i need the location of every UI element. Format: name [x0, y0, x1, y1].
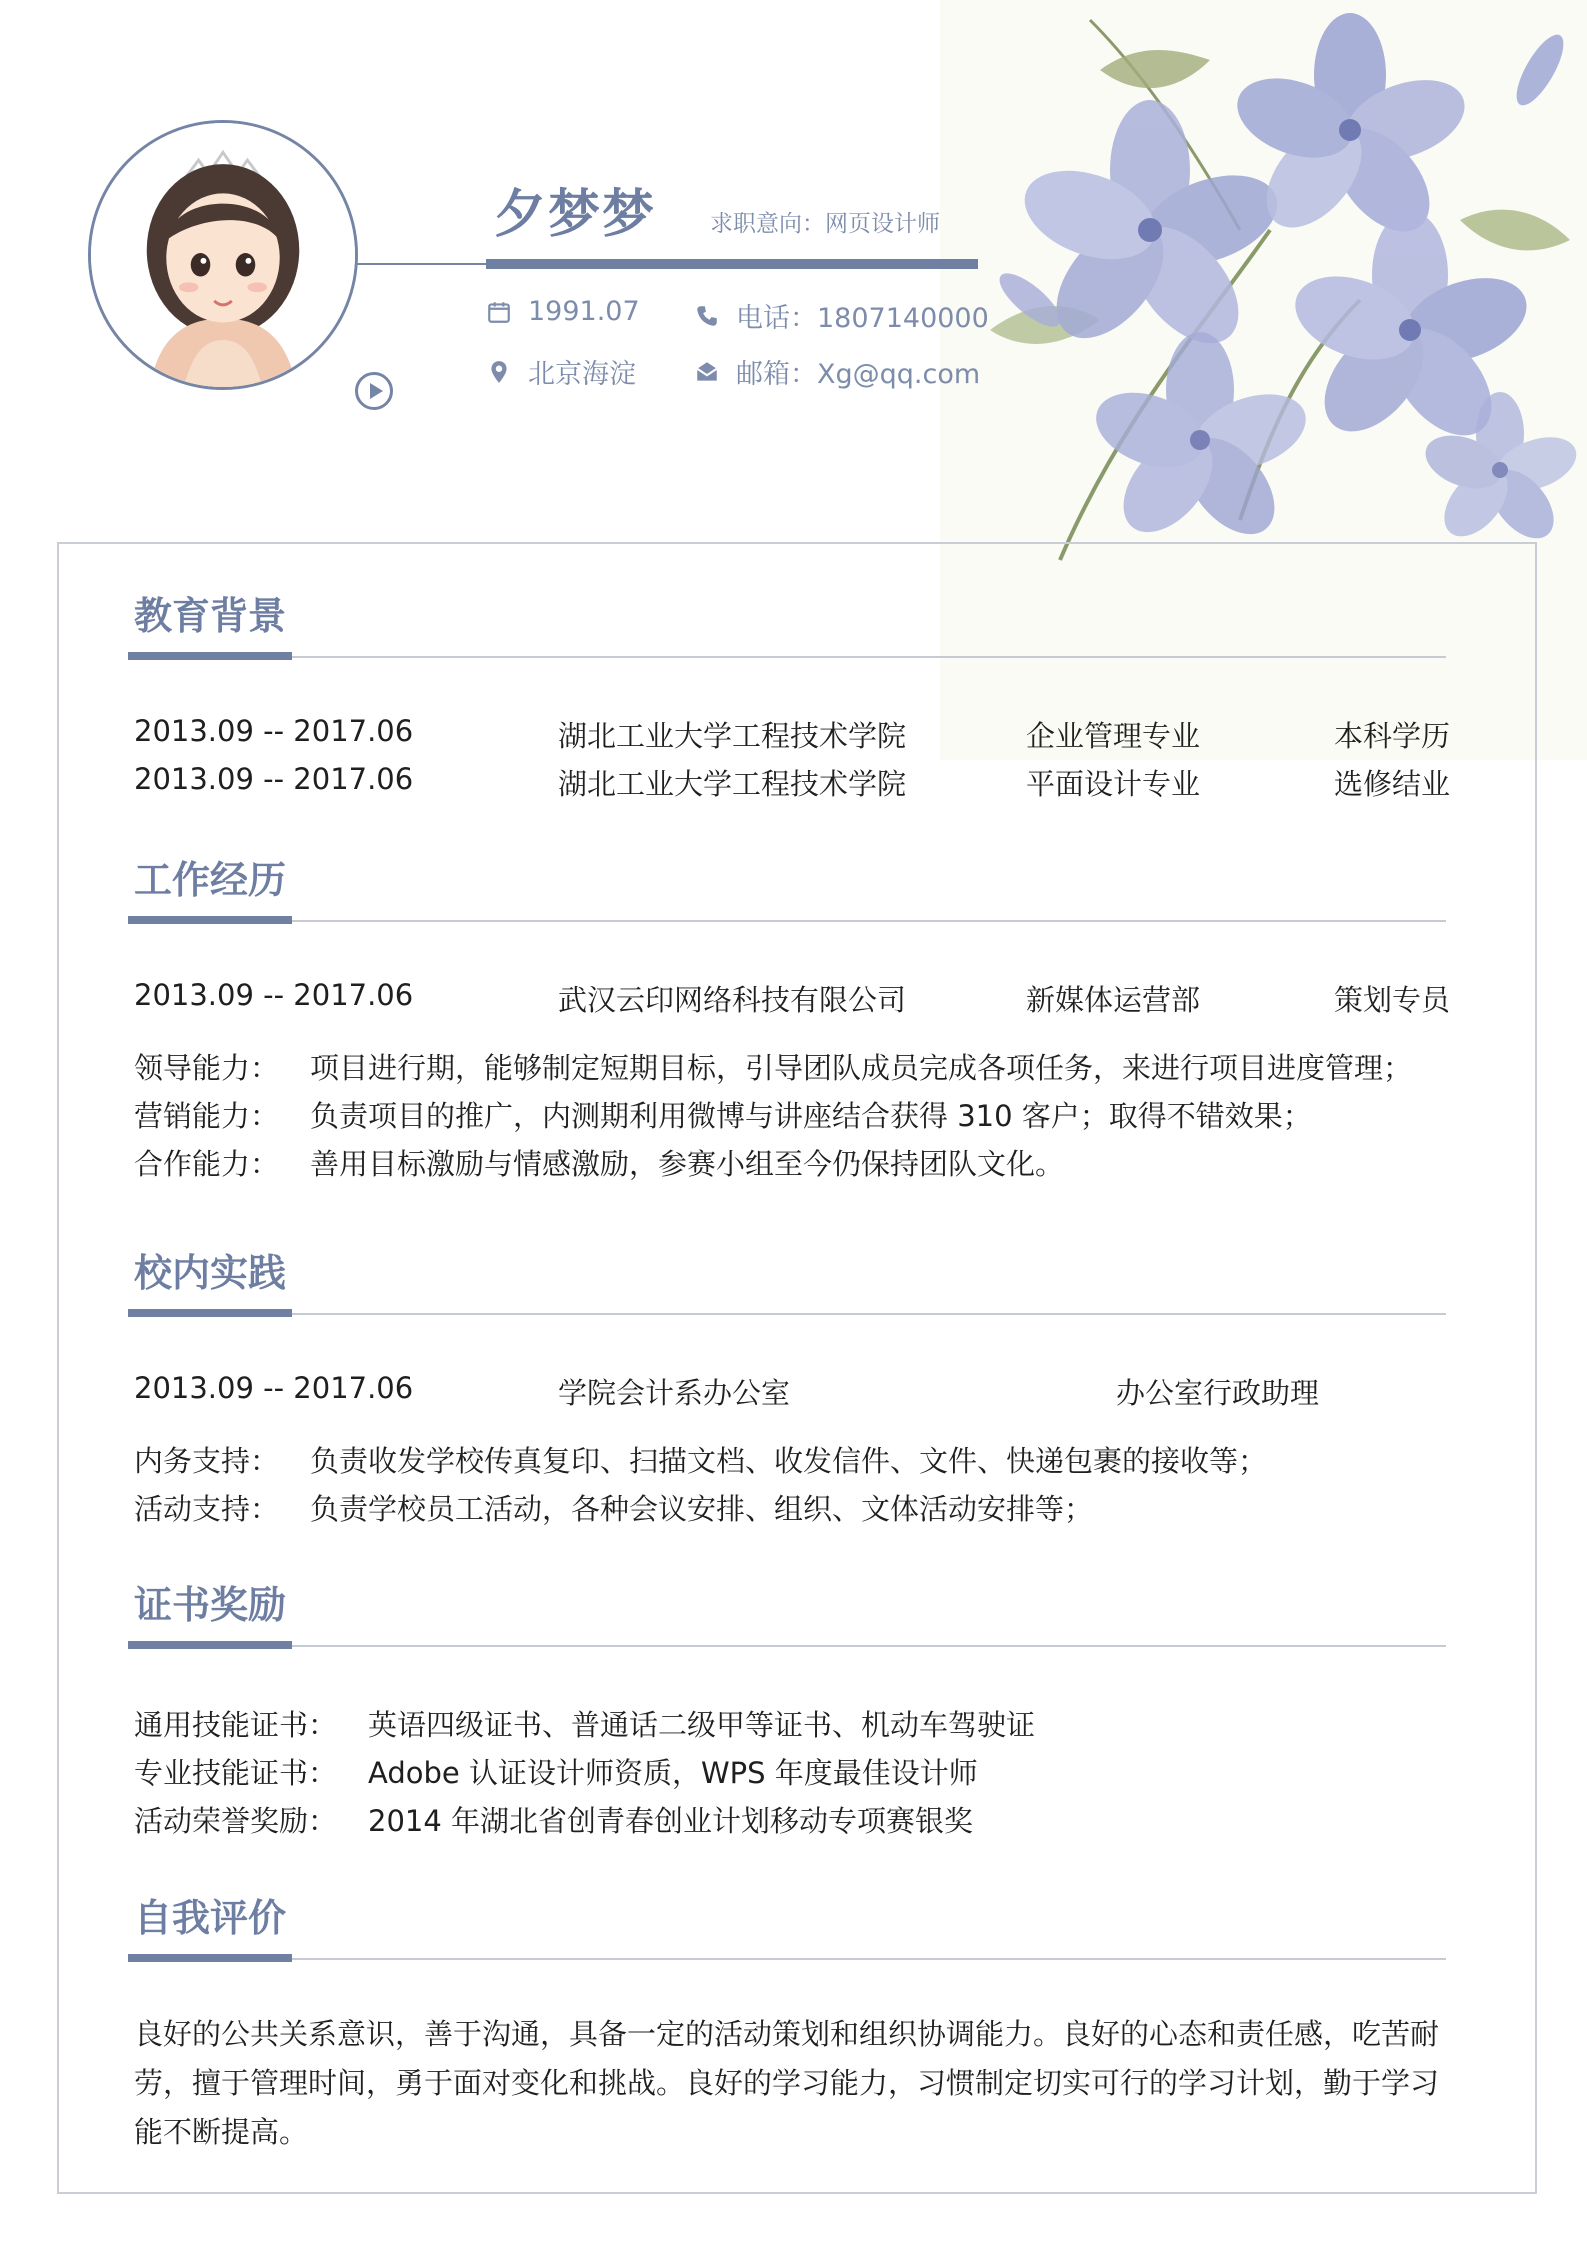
candidate-name: 夕梦梦 — [494, 185, 657, 245]
section-rule — [128, 1958, 1446, 1960]
award-text: 2014 年湖北省创青春创业计划移动专项赛银奖 — [368, 1804, 974, 1838]
avatar-connector-line — [356, 263, 488, 265]
location-info — [486, 352, 636, 391]
edu-degree: 本科学历 — [1334, 719, 1451, 753]
campus-item-label: 内务支持： — [134, 1444, 280, 1478]
work-item-text: 善用目标激励与情感激励，参赛小组至今仍保持团队文化。 — [310, 1147, 1065, 1181]
section-title-education: 教育背景 — [134, 594, 287, 638]
campus-item-label: 活动支持： — [134, 1492, 280, 1526]
campus-org: 学院会计系办公室 — [558, 1376, 791, 1410]
section-accent-bar — [128, 652, 292, 660]
edu-major: 平面设计专业 — [1026, 767, 1201, 801]
birth-info — [486, 296, 640, 327]
edu-degree: 选修结业 — [1334, 767, 1451, 801]
phone-info — [694, 296, 989, 335]
award-label: 活动荣誉奖励： — [134, 1804, 338, 1838]
work-item-text: 项目进行期，能够制定短期目标，引导团队成员完成各项任务，来进行项目进度管理； — [310, 1051, 1413, 1085]
campus-item-text: 负责收发学校传真复印、扫描文档、收发信件、文件、快递包裹的接收等； — [310, 1444, 1268, 1478]
phone-text: 电话：1807140000 — [736, 303, 989, 334]
birth-text: 1991.07 — [528, 296, 640, 327]
edu-major: 企业管理专业 — [1026, 719, 1201, 753]
award-label: 专业技能证书： — [134, 1756, 338, 1790]
section-accent-bar — [128, 1309, 292, 1317]
section-title-awards: 证书奖励 — [134, 1583, 287, 1627]
work-item-label: 营销能力： — [134, 1099, 280, 1133]
email-text: 邮箱：Xg@qq.com — [736, 359, 981, 390]
phone-icon — [694, 303, 720, 329]
mail-icon — [694, 359, 720, 385]
work-position: 策划专员 — [1334, 983, 1451, 1017]
section-title-work: 工作经历 — [134, 858, 287, 902]
section-accent-bar — [128, 1641, 292, 1649]
edu-school: 湖北工业大学工程技术学院 — [558, 767, 907, 801]
work-item-label: 合作能力： — [134, 1147, 280, 1181]
avatar — [88, 120, 358, 390]
section-rule — [128, 1645, 1446, 1647]
work-company: 武汉云印网络科技有限公司 — [558, 983, 907, 1017]
work-period: 2013.09 -- 2017.06 — [134, 978, 414, 1012]
section-rule — [128, 920, 1446, 922]
award-text: 英语四级证书、普通话二级甲等证书、机动车驾驶证 — [368, 1708, 1036, 1742]
work-item-label: 领导能力： — [134, 1051, 280, 1085]
award-label: 通用技能证书： — [134, 1708, 338, 1742]
section-title-self: 自我评价 — [134, 1896, 287, 1940]
email-info — [694, 352, 980, 391]
self-evaluation-text: 良好的公共关系意识，善于沟通，具备一定的活动策划和组织协调能力。良好的心态和责任感，吃苦耐劳，擅于管理时间，勇于面对变化和挑战。良好的学习能力，习惯制定切实可行的学习计划，勤于学习能不断提高。 — [134, 2017, 1440, 2149]
play-icon[interactable] — [355, 372, 393, 410]
campus-role: 办公室行政助理 — [1116, 1376, 1320, 1410]
section-rule — [128, 656, 1446, 658]
section-accent-bar — [128, 1954, 292, 1962]
edu-period: 2013.09 -- 2017.06 — [134, 714, 414, 748]
calendar-icon — [486, 299, 512, 325]
edu-period: 2013.09 -- 2017.06 — [134, 762, 414, 796]
work-item-text: 负责项目的推广，内测期利用微博与讲座结合获得 310 客户；取得不错效果； — [310, 1099, 1312, 1133]
section-rule — [128, 1313, 1446, 1315]
name-underline — [486, 259, 978, 269]
campus-period: 2013.09 -- 2017.06 — [134, 1371, 414, 1405]
work-department: 新媒体运营部 — [1026, 983, 1201, 1017]
section-title-campus: 校内实践 — [134, 1251, 287, 1295]
campus-item-text: 负责学校员工活动，各种会议安排、组织、文体活动安排等； — [310, 1492, 1094, 1526]
section-accent-bar — [128, 916, 292, 924]
location-icon — [486, 359, 512, 385]
job-intent: 求职意向：网页设计师 — [710, 211, 940, 237]
location-text: 北京海淀 — [528, 359, 636, 390]
edu-school: 湖北工业大学工程技术学院 — [558, 719, 907, 753]
award-text: Adobe 认证设计师资质，WPS 年度最佳设计师 — [368, 1756, 978, 1790]
